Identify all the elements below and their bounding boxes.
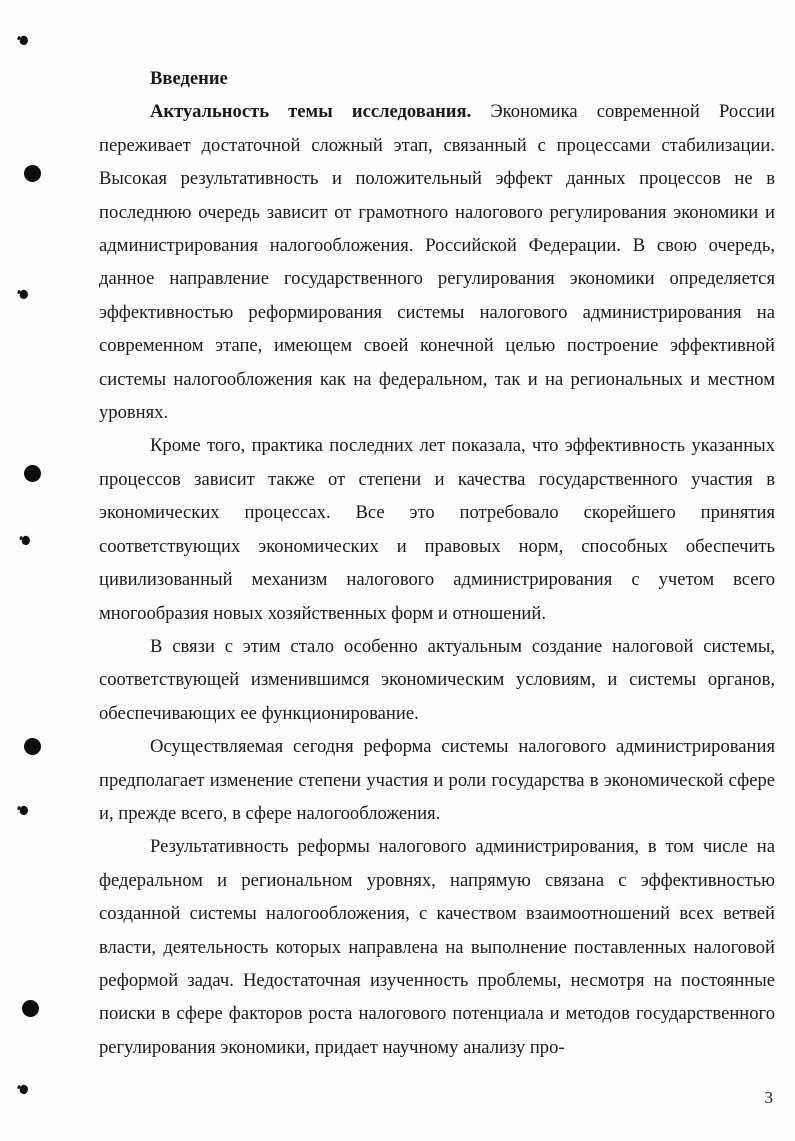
paragraph [99, 429, 775, 629]
punch-hole [24, 465, 41, 482]
paragraph-lead: Актуальность темы исследования. [150, 101, 472, 123]
paragraph [99, 830, 775, 1064]
document-body [99, 62, 775, 1064]
paragraph-text: Результативность реформы налогового администрирования, в том числе на федеральном и региональном уровнях, напрямую связана с эффективностью созданной системы налогообложения, с качеством взаимоотношений всех ветвей власти, деятельность которых направлена на выполнение поставленных налоговой реформой задач. Недостаточная изученность проблемы, несмотря на постоянные поиски в сфере факторов роста налогового потенциала и методов государственного регулирования экономики, придает научному анализу про- [99, 836, 775, 1058]
scan-speck [19, 1084, 30, 1095]
paragraph [99, 730, 775, 830]
scan-speck [21, 535, 32, 546]
paragraph-text: Кроме того, практика последних лет показала, что эффективность указанных процессов зависит также от степени и качества государственного участия в экономических процессах. Все это потребовало скорейшего принятия соответствующих экономических и правовых норм, способных обеспечить цивилизованный механизм налогового администрирования с учетом всего многообразия новых хозяйственных форм и отношений. [99, 435, 775, 624]
scan-speck [19, 805, 30, 816]
scan-speck [19, 35, 30, 46]
paragraph-text: В связи с этим стало особенно актуальным создание налоговой системы, соответствующей изменившимся экономическим условиям, и системы органов, обеспечивающих ее функционирование. [99, 635, 775, 724]
paragraph-text: Экономика современной России переживает достаточной сложный этап, связанный с процессами стабилизации. Высокая результативность и положительный эффект данных процессов не в последнюю очередь зависит от грамотного налогового регулирования экономики и администрирования налогообложения. Российской Федерации. В свою очередь, данное направление государственного регулирования экономики определяется эффективностью реформирования системы налогового администрирования на современном этапе, имеющем своей конечной целью построение эффективной системы налогообложения как на федеральном, так и на региональных и местном уровнях. [99, 101, 775, 424]
paragraph-text: Осуществляемая сегодня реформа системы налогового администрирования предполагает изменение степени участия и роли государства в экономической сфере и, прежде всего, в сфере налогообложения. [99, 736, 775, 824]
section-heading: Введение [150, 68, 228, 89]
paragraph [99, 630, 775, 730]
page-number: 3 [764, 1088, 773, 1107]
scan-speck [19, 289, 30, 300]
punch-hole [24, 738, 41, 755]
punch-hole [22, 1000, 39, 1017]
paragraph [99, 95, 775, 429]
punch-hole [24, 165, 41, 182]
